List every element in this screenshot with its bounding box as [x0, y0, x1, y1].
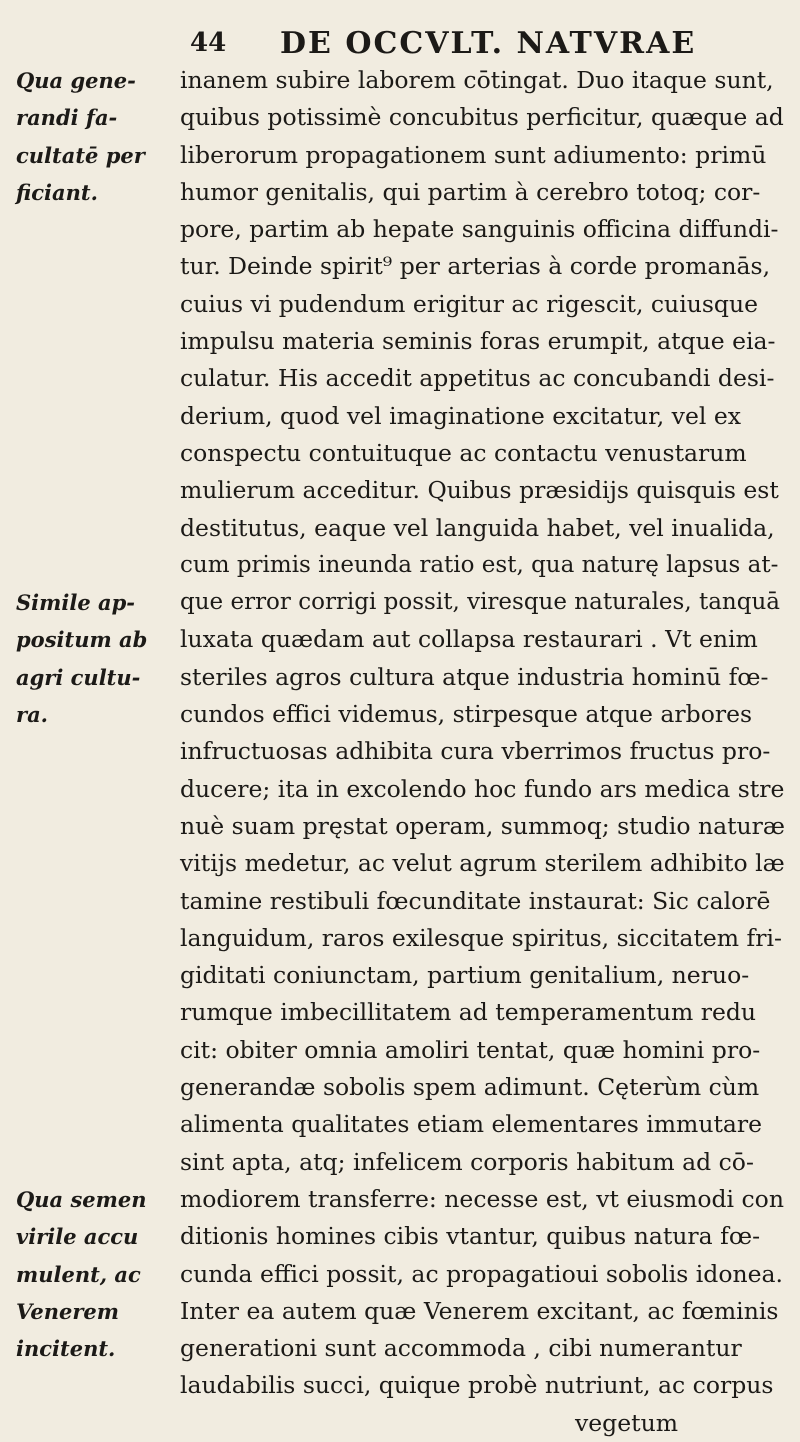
margin-note-line: mulent, ac [16, 1261, 141, 1287]
text-line: derium, quod vel imaginatione excitatur, vel ex [180, 401, 741, 430]
text-line: alimenta qualitates etiam elementares immutare [180, 1110, 763, 1139]
page-header [0, 20, 800, 68]
margin-note-line: Qua gene- [16, 68, 136, 93]
text-line: quibus potissimè concubitus perficitur, quæque ad [180, 103, 784, 132]
text-line: inanem subire laborem cōtingat. Duo itaque sunt, [180, 66, 774, 94]
body-text [180, 62, 785, 1442]
text-line: impulsu materia seminis foras erumpit, atque eia- [180, 327, 776, 356]
text-line: vegetum [575, 1408, 678, 1437]
margin-note-line: Venerem [16, 1298, 120, 1324]
text-line: mulierum acceditur. Quibus præsidijs quisquis est [180, 476, 779, 505]
text-line: tur. Deinde spirit⁹ per arterias à corde promanās, [180, 252, 771, 281]
text-line: cum primis ineunda ratio est, qua naturę lapsus at- [180, 551, 779, 578]
running-title: DE OCCVLT. NATVRAE [280, 26, 697, 61]
margin-note [16, 584, 147, 733]
text-line: steriles agros cultura atque industria hominū fœ- [180, 662, 769, 691]
text-line: languidum, raros exilesque spiritus, siccitatem fri- [180, 923, 782, 952]
margin-note [16, 62, 145, 211]
text-line: pore, partim ab hepate sanguinis officina diffundi- [180, 215, 779, 244]
text-line: destitutus, eaque vel languida habet, vel inualida, [180, 513, 775, 542]
text-line: cundos effici videmus, stirpesque atque arbores [180, 700, 753, 729]
text-line: que error corrigi possit, viresque naturales, tanquā [180, 589, 780, 616]
text-line: infructuosas adhibita cura vberrimos fructus pro- [180, 737, 771, 766]
text-line: liberorum propagationem sunt adiumento: primū [180, 140, 767, 169]
text-line: nuè suam pręstat operam, summoq; studio naturæ [180, 811, 785, 840]
page-number: 44 [190, 28, 227, 58]
text-line: cit: obiter omnia amoliri tentat, quæ homini pro- [180, 1035, 761, 1064]
text-line: culatur. His accedit appetitus ac concubandi desi- [180, 364, 775, 393]
margin-note-line: incitent. [16, 1336, 116, 1362]
text-line: Inter ea autem quæ Venerem excitant, ac fœminis [180, 1296, 779, 1325]
margin-note-line: ficiant. [16, 179, 98, 205]
text-line: generandæ sobolis spem adimunt. Cęterùm cùm [180, 1073, 760, 1102]
text-line: humor genitalis, qui partim à cerebro totoq; cor- [180, 177, 761, 206]
text-line: giditati coniunctam, partium genitalium, neruo- [180, 961, 750, 990]
text-line: modiorem transferre: necesse est, vt eiusmodi con [180, 1184, 784, 1213]
text-line: generationi sunt accommoda , cibi numerantur [180, 1334, 742, 1363]
margin-note [16, 1181, 147, 1367]
text-line: luxata quædam aut collapsa restaurari . Vt enim [180, 625, 758, 654]
margin-note-line: Qua semen [16, 1187, 147, 1212]
text-line: tamine restibuli fœcunditate instaurat: Sic calorē [180, 886, 771, 915]
margin-note-line: randi fa- [16, 105, 118, 131]
text-line: ditionis homines cibis vtantur, quibus natura fœ- [180, 1222, 761, 1251]
text-line: cuius vi pudendum erigitur ac rigescit, cuiusque [180, 289, 758, 318]
text-line: cunda effici possit, ac propagatioui sobolis idonea. [180, 1259, 784, 1288]
text-line: sint apta, atq; infelicem corporis habitum ad cō- [180, 1147, 754, 1176]
text-line: conspectu contuituque ac contactu venustarum [180, 438, 747, 467]
text-line: vitijs medetur, ac velut agrum sterilem adhibito læ [180, 849, 785, 878]
text-line: laudabilis succi, quique probè nutriunt, ac corpus [180, 1371, 774, 1400]
margin-note-line: positum ab [16, 627, 148, 653]
text-line: ducere; ita in excolendo hoc fundo ars medica stre [180, 774, 785, 803]
margin-note-line: Simile ap- [16, 590, 135, 615]
margin-note-line: agri cultu- [16, 664, 141, 690]
margin-note-line: cultatē per [16, 142, 145, 168]
margin-note-line: virile accu [16, 1224, 139, 1250]
text-line: rumque imbecillitatem ad temperamentum redu [180, 998, 757, 1027]
margin-note-line: ra. [16, 701, 48, 727]
